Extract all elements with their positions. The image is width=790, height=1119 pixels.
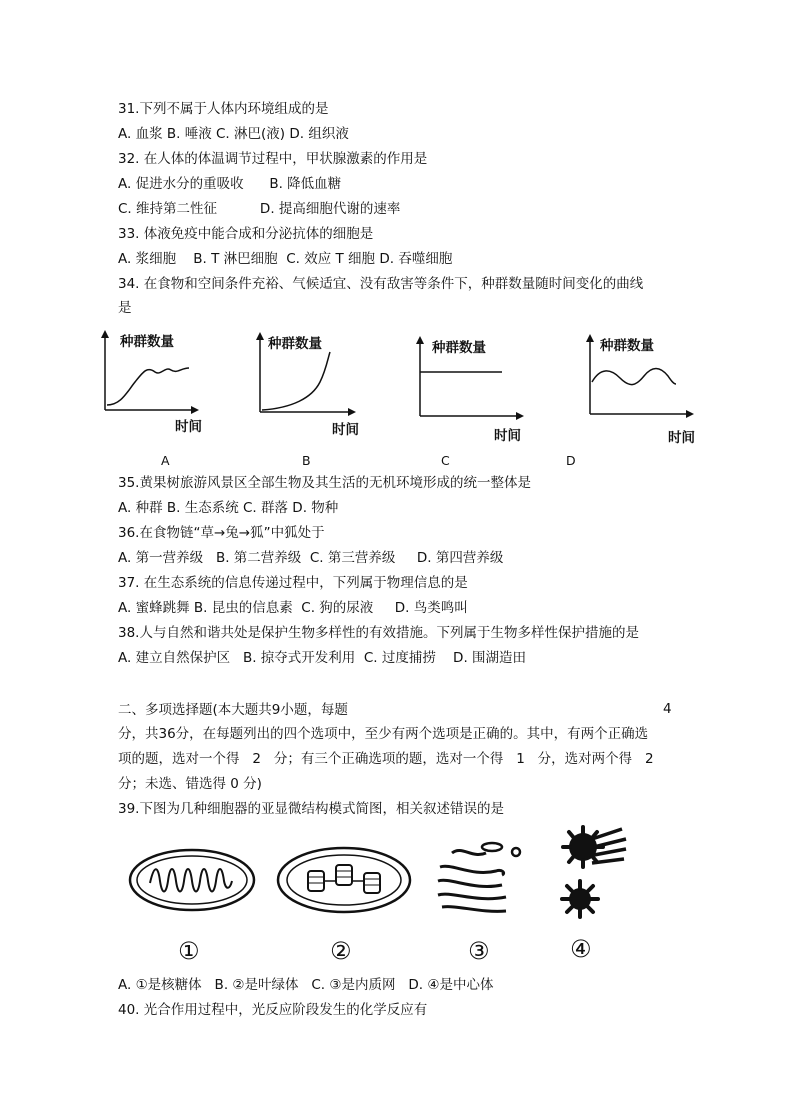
- graph-b-ylabel: 种群数量: [268, 336, 322, 352]
- q31-stem: 31.下列不属于人体内环境组成的是: [118, 101, 329, 117]
- q34-stem-line1: 34. 在食物和空间条件充裕、气候适宜、没有敌害等条件下，种群数量随时间变化的曲线: [118, 276, 644, 292]
- golgi-drawing: [432, 825, 532, 935]
- organelle-1-mitochondrion: [128, 825, 256, 970]
- section2-heading-points: 4: [663, 701, 672, 717]
- graph-d-letter: D: [566, 453, 576, 468]
- q32-options-line2: C. 维持第二性征 D. 提高细胞代谢的速率: [118, 201, 401, 217]
- q39-options: A. ①是核糖体 B. ②是叶绿体 C. ③是内质网 D. ④是中心体: [118, 977, 494, 993]
- section2-instructions-3: 分；未选、错选得 0 分): [118, 776, 262, 792]
- q39-stem: 39.下图为几种细胞器的亚显微结构模式简图，相关叙述错误的是: [118, 801, 504, 817]
- q31-options: A. 血浆 B. 唾液 C. 淋巴(液) D. 组织液: [118, 126, 349, 142]
- q33-stem: 33. 体液免疫中能合成和分泌抗体的细胞是: [118, 226, 374, 242]
- graph-b-xlabel: 时间: [332, 422, 359, 438]
- graph-b: [252, 332, 362, 442]
- organelle-2-chloroplast: [274, 825, 414, 970]
- q36-options: A. 第一营养级 B. 第二营养级 C. 第三营养级 D. 第四营养级: [118, 550, 504, 566]
- q35-stem: 35.黄果树旅游风景区全部生物及其生活的无机环境形成的统一整体是: [118, 475, 531, 491]
- chloroplast-drawing: [274, 825, 414, 935]
- q38-stem: 38.人与自然和谐共处是保护生物多样性的有效措施。下列属于生物多样性保护措施的是: [118, 625, 639, 641]
- centrosome-drawing: [548, 825, 638, 935]
- q33-options: A. 浆细胞 B. T 淋巴细胞 C. 效应 T 细胞 D. 吞噬细胞: [118, 251, 453, 267]
- organelle-4-centrosome: [548, 825, 638, 970]
- q37-stem: 37. 在生态系统的信息传递过程中，下列属于物理信息的是: [118, 575, 468, 591]
- mitochondrion-drawing: [128, 825, 256, 935]
- graph-c: [410, 336, 530, 446]
- q32-stem: 32. 在人体的体温调节过程中，甲状腺激素的作用是: [118, 151, 428, 167]
- graph-d-ylabel: 种群数量: [600, 338, 654, 354]
- graph-c-letter: C: [441, 453, 450, 468]
- graph-b-letter: B: [302, 453, 311, 468]
- organelle-3-golgi: [432, 825, 532, 970]
- graph-a-xlabel: 时间: [175, 419, 202, 435]
- organelle-1-label: ①: [178, 937, 200, 965]
- q35-options: A. 种群 B. 生态系统 C. 群落 D. 物种: [118, 500, 339, 516]
- q32-options-line1: A. 促进水分的重吸收 B. 降低血糖: [118, 176, 342, 192]
- q37-options: A. 蜜蜂跳舞 B. 昆虫的信息素 C. 狗的尿液 D. 鸟类鸣叫: [118, 600, 468, 616]
- graph-a-ylabel: 种群数量: [120, 334, 174, 350]
- section2-instructions-2: 项的题，选对一个得 2 分；有三个正确选项的题，选对一个得 1 分，选对两个得 2: [118, 751, 654, 767]
- graph-d: [580, 334, 700, 446]
- section2-instructions-1: 分，共36分，在每题列出的四个选项中，至少有两个选项是正确的。其中，有两个正确选: [118, 726, 649, 742]
- graph-a-letter: A: [161, 453, 170, 468]
- section2-heading: 二、多项选择题(本大题共9小题，每题: [118, 702, 348, 718]
- graph-c-ylabel: 种群数量: [432, 340, 486, 356]
- graph-c-xlabel: 时间: [494, 428, 521, 444]
- organelle-4-label: ④: [570, 935, 592, 963]
- graph-d-xlabel: 时间: [668, 430, 695, 446]
- graph-a: [95, 330, 205, 440]
- q40-stem: 40. 光合作用过程中，光反应阶段发生的化学反应有: [118, 1002, 428, 1018]
- q38-options: A. 建立自然保护区 B. 掠夺式开发利用 C. 过度捕捞 D. 围湖造田: [118, 650, 527, 666]
- organelle-3-label: ③: [468, 937, 490, 965]
- organelle-2-label: ②: [330, 937, 352, 965]
- q36-stem: 36.在食物链“草→兔→狐”中狐处于: [118, 525, 325, 541]
- q34-stem-line2: 是: [118, 300, 132, 316]
